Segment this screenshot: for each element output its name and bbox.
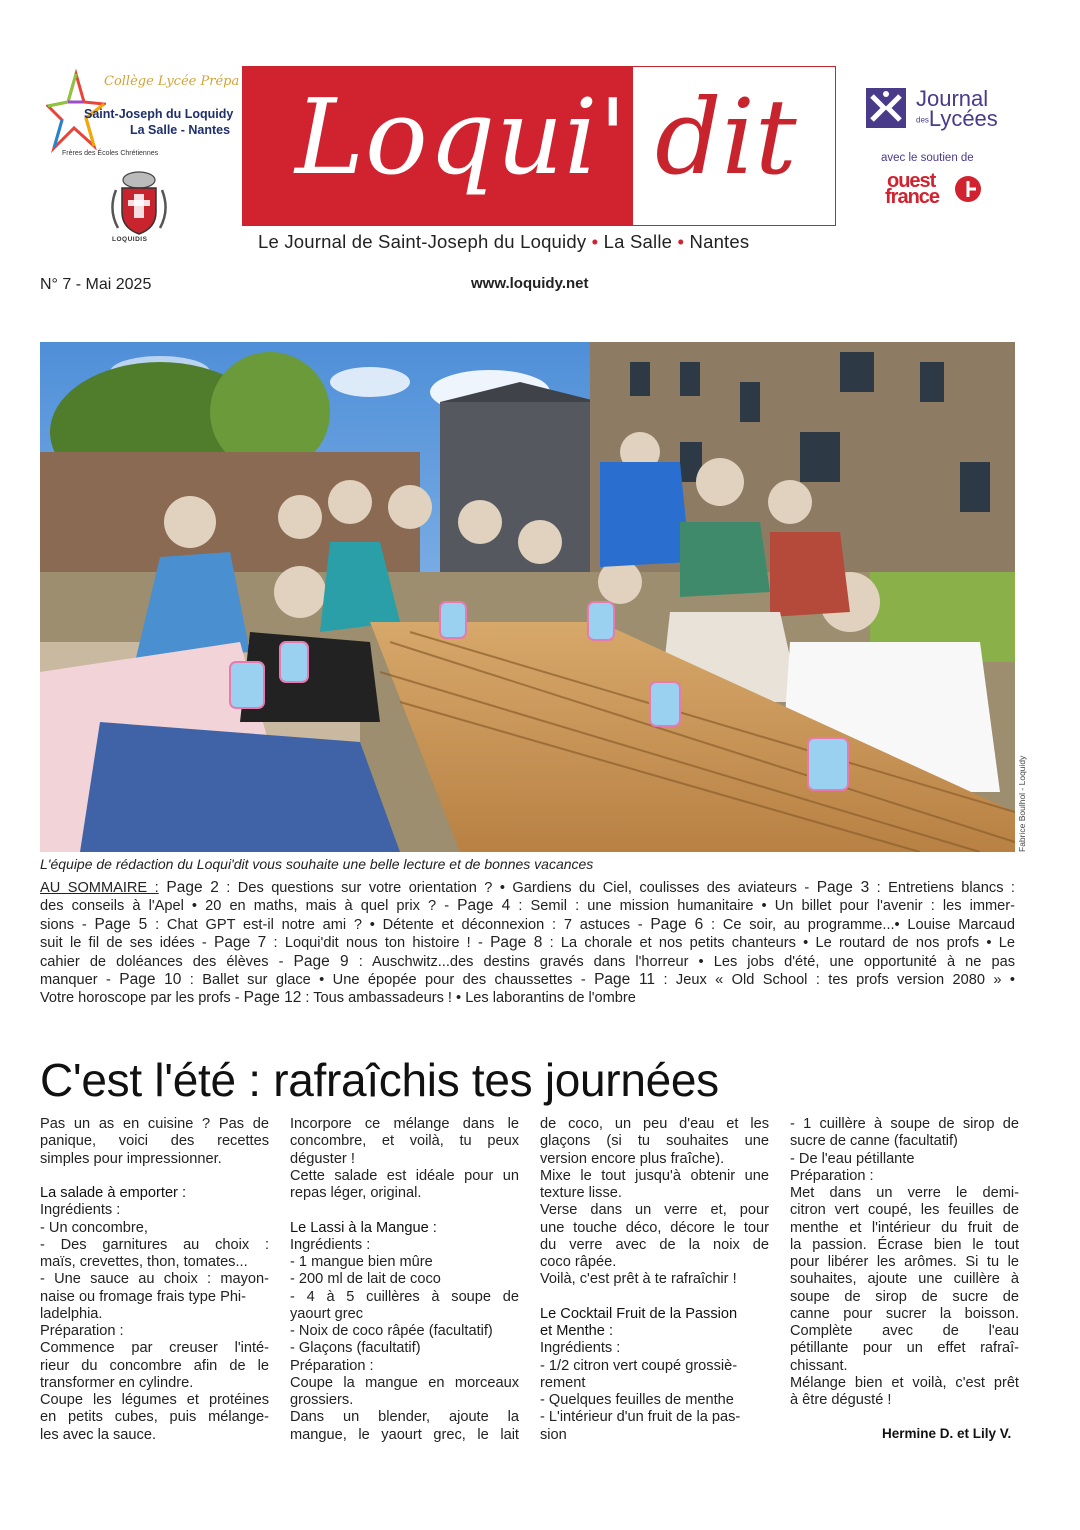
journal-des-lycees-logo [866, 86, 1006, 136]
article-text-line: - Un concombre, [40, 1219, 148, 1236]
article-text-line: - Noix de coco râpée (facultatif) [290, 1323, 493, 1339]
article-text-line: sion [540, 1426, 567, 1443]
toc-text: : Semil : une mission humanitaire • Un billet pour l'avenir : les immer- [510, 898, 1015, 915]
article-text-line: menthe et l'intérieur du fruit de [790, 1219, 1019, 1236]
subtitle-part2: La Salle [603, 231, 673, 252]
toc-line [40, 971, 1015, 989]
article-text-line: - De l'eau pétillante [790, 1150, 915, 1167]
toc-text: : Loqui'dit nous ton histoire ! - [266, 935, 491, 952]
article-text-line: rieur du concombre afin de le [40, 1357, 269, 1374]
recipe-subheading: Le Lassi à la Mangue : [290, 1219, 437, 1236]
article-text-line: - 1/2 citron vert coupé grossiè- [540, 1357, 738, 1374]
article-text-line: Mixe le tout jusqu'à obtenir une [540, 1167, 769, 1184]
article-text-line: simples pour impressionner. [40, 1150, 222, 1167]
article-text-line: Cette salade est idéale pour un [290, 1167, 519, 1184]
article-text-line: pour libérer les arômes. Si tu le [790, 1254, 1019, 1270]
masthead [242, 66, 836, 226]
article-text-line: - 4 à 5 cuillères à soupe de [290, 1288, 519, 1305]
article-text-line: en petits cubes, puis mélange- [40, 1409, 269, 1426]
article-text-line: yaourt grec [290, 1305, 364, 1322]
article-text-line: soupe de sirop de sucre de [790, 1288, 1019, 1305]
article-text-line: rement [540, 1374, 586, 1391]
school-logo [46, 66, 240, 161]
article-text-line: ladelphia. [40, 1305, 103, 1322]
toc-text: : Ballet sur glace • Une épopée pour des chaussettes - [181, 972, 595, 989]
article-text-line: Ingrédients : [540, 1340, 621, 1357]
school-name-line2: La Salle - Nantes [130, 123, 231, 137]
toc-text: des conseils à l'Apel • 20 en maths, mais à quel prix ? - [40, 898, 458, 915]
article-text-line: Incorpore ce mélange dans le [290, 1116, 519, 1132]
article-text-line: - Des garnitures au choix : [40, 1236, 269, 1253]
article-text-line: Ingrédients : [290, 1236, 371, 1253]
toc-text: : Tous ambassadeurs ! • Les laborantins de l'ombre [301, 990, 636, 1007]
toc-page-ref: Page 9 [293, 952, 349, 970]
toc-text: : Ce soir, au programme...• Louise Marcaud [703, 916, 1015, 933]
table-of-contents [40, 879, 1015, 1008]
toc-text: sions - [40, 916, 95, 933]
article-text-line: Commence par creuser l'inté- [40, 1340, 269, 1357]
toc-text: Votre horoscope par les profs - [40, 990, 244, 1007]
toc-page-ref: Page 2 [158, 879, 219, 896]
article-text-line: pétillante pour un effet rafraî- [790, 1340, 1019, 1357]
article-text-line [540, 1289, 769, 1306]
article-text-line: Préparation : [290, 1357, 374, 1374]
article-text-line: Voilà, c'est prêt à te rafraîchir ! [540, 1271, 737, 1288]
toc-page-ref: Page 10 [119, 971, 182, 989]
school-crest [104, 170, 174, 248]
article-text-line: - Quelques feuilles de menthe [540, 1392, 734, 1408]
toc-text: : Jeux « Old School : tes profs version 2080 » • [655, 972, 1015, 989]
article-text-line: glaçons (si tu souhaites une [540, 1133, 769, 1150]
photo-caption: L'équipe de rédaction du Loqui'dit vous souhaite une belle lecture et de bonnes vacances [40, 856, 594, 872]
toc-page-ref: Page 7 [213, 934, 267, 952]
toc-line [40, 897, 1015, 915]
article-text-line: Préparation : [40, 1323, 124, 1339]
article-column-4 [790, 1116, 1019, 1409]
ouest-france-word2: france [885, 186, 940, 208]
article-text-line: sucre de canne (facultatif) [790, 1133, 958, 1150]
masthead-title-right: dit [655, 76, 797, 198]
jdl-small: des [916, 115, 929, 125]
article-text-line: - 1 mangue bien mûre [290, 1254, 433, 1270]
article-text-line: Ingrédients : [40, 1202, 121, 1219]
school-tagline: Collège Lycée Prépa [104, 74, 240, 89]
toc-text: manquer - [40, 972, 120, 989]
article-text-line: Pas un as en cuisine ? Pas de [40, 1116, 269, 1132]
article-text-line: - Glaçons (facultatif) [290, 1340, 421, 1357]
crest-icon [104, 170, 174, 236]
photo-credit: Fabrice Boulhol - Loquidy [1017, 755, 1027, 852]
article-text-line: maïs, crevettes, thon, tomates... [40, 1254, 248, 1270]
toc-text: suit le fil de ses idées - [40, 935, 214, 952]
ouest-france-logo [885, 172, 985, 208]
toc-line [40, 953, 1015, 971]
school-name-line1: Saint-Joseph du Loquidy [84, 107, 234, 121]
toc-line [40, 879, 1015, 897]
toc-page-ref: Page 4 [457, 897, 511, 915]
article-text-line: la passion. Écrase bien le tout [790, 1236, 1019, 1253]
article-text-line: repas léger, original. [290, 1185, 422, 1201]
article-text-line: du verre avec de la noix de [540, 1236, 769, 1253]
cover-photo-illustration [40, 342, 1015, 852]
website-link[interactable]: www.loquidy.net [471, 275, 589, 292]
article-text-line: de coco, un peu d'eau et les [540, 1116, 769, 1132]
toc-line [40, 989, 1015, 1007]
cover-photo [40, 342, 1015, 852]
article-column-1 [40, 1116, 269, 1444]
article-text-line: Coupe la mangue en morceaux [290, 1374, 519, 1391]
toc-text: : Auschwitz...des destins gravés dans l'horreur • Les jobs d'été, une opportunité à ne pas [348, 953, 1015, 970]
toc-line [40, 916, 1015, 934]
article-text-line: Mélange bien et voilà, c'est prêt [790, 1374, 1019, 1391]
toc-page-ref: Page 5 [94, 915, 148, 933]
article-text-line: citron vert coupé, les feuilles de [790, 1202, 1019, 1219]
recipe-subheading: et Menthe : [540, 1323, 614, 1339]
article-column-3 [540, 1116, 769, 1444]
bullet-dot-icon: • [677, 231, 685, 252]
article-text-line: naise ou fromage frais type Phi- [40, 1288, 247, 1305]
toc-text: : Chat GPT est-il notre ami ? • Détente et déconnexion : 7 astuces - [147, 916, 651, 933]
article-text-line: - 200 ml de lait de coco [290, 1271, 441, 1288]
school-order: Frères des Écoles Chrétiennes [62, 150, 159, 157]
article-text-line: - Une sauce au choix : mayon- [40, 1271, 269, 1288]
article-text-line: - L'intérieur d'un fruit de la pas- [540, 1409, 741, 1426]
article-text-line: chissant. [790, 1357, 848, 1374]
article-text-line [290, 1202, 519, 1219]
article-text-line: coco râpée. [540, 1254, 617, 1270]
article-column-2 [290, 1116, 519, 1444]
jdl-mark-icon [866, 86, 908, 130]
toc-page-ref: Page 11 [594, 971, 656, 989]
subtitle-part3: Nantes [689, 231, 750, 252]
article-text-line: à être dégusté ! [790, 1392, 892, 1408]
subtitle-part1: Le Journal de Saint-Joseph du Loquidy [258, 231, 587, 252]
article-text-line: Dans un blender, ajoute la [290, 1409, 519, 1426]
toc-page-ref: Page 8 [490, 934, 543, 952]
support-text: avec le soutien de [881, 152, 974, 164]
toc-text: : La chorale et nos petits chanteurs • Le routard de nos profs • Le [542, 935, 1015, 952]
masthead-title-left: Loqui' [295, 76, 629, 198]
crest-motto: LOQUIDIS [112, 236, 148, 243]
toc-line [40, 934, 1015, 952]
ouest-france-word1: ouest [887, 170, 936, 192]
jdl-lycees: Lycées [928, 106, 998, 131]
article-text-line: canne pour sucrer la boisson. [790, 1305, 1019, 1322]
ouest-france-circle-icon [955, 176, 981, 202]
article-text-line: Complète avec de l'eau [790, 1323, 1019, 1339]
article-text-line: Préparation : [790, 1167, 874, 1184]
toc-text: : Des questions sur votre orientation ? • Gardiens du Ciel, coulisses des aviateurs - [218, 880, 817, 896]
bullet-dot-icon: • [591, 231, 599, 252]
article-headline: C'est l'été : rafraîchis tes journées [40, 1054, 719, 1106]
toc-text: : Entretiens blancs : [869, 880, 1015, 896]
article-signature: Hermine D. et Lily V. [882, 1426, 1012, 1441]
article-text-line: texture lisse. [540, 1185, 622, 1201]
article-text-line: - 1 cuillère à soupe de sirop de [790, 1116, 1019, 1132]
article-text-line: panique, voici des recettes [40, 1133, 269, 1150]
article-text-line: déguster ! [290, 1150, 355, 1167]
article-text-line: souhaites, ajoute une cuillère à [790, 1271, 1019, 1288]
issue-number: N° 7 - Mai 2025 [40, 276, 152, 293]
toc-page-ref: Page 3 [816, 879, 870, 896]
toc-heading: AU SOMMAIRE : [40, 880, 159, 896]
toc-text: cahier de doléances des élèves - [40, 953, 294, 970]
article-text-line: transformer en cylindre. [40, 1374, 194, 1391]
article-text-line: Met dans un verre le demi- [790, 1185, 1019, 1201]
toc-page-ref: Page 12 [243, 989, 302, 1007]
article-text-line: les avec la sauce. [40, 1426, 157, 1443]
toc-page-ref: Page 6 [650, 915, 704, 933]
recipe-subheading: La salade à emporter : [40, 1185, 187, 1201]
article-text-line [40, 1168, 269, 1185]
recipe-subheading: Le Cocktail Fruit de la Passion [540, 1305, 738, 1322]
jdl-line2 [916, 106, 998, 132]
article-text-line: grossiers. [290, 1392, 354, 1408]
article-text-line: Coupe les légumes et protéines [40, 1392, 269, 1408]
article-text-line: version encore plus fraîche). [540, 1150, 725, 1167]
article-text-line: Verse dans un verre et, pour [540, 1202, 769, 1219]
article-text-line: concombre, et voilà, tu peux [290, 1133, 519, 1150]
jdl-line1: Journal [916, 86, 989, 111]
masthead-subtitle [258, 231, 749, 253]
article-text-line: mangue, le yaourt grec, le lait [290, 1426, 519, 1443]
article-text-line: une touche déco, décore le tour [540, 1219, 769, 1236]
